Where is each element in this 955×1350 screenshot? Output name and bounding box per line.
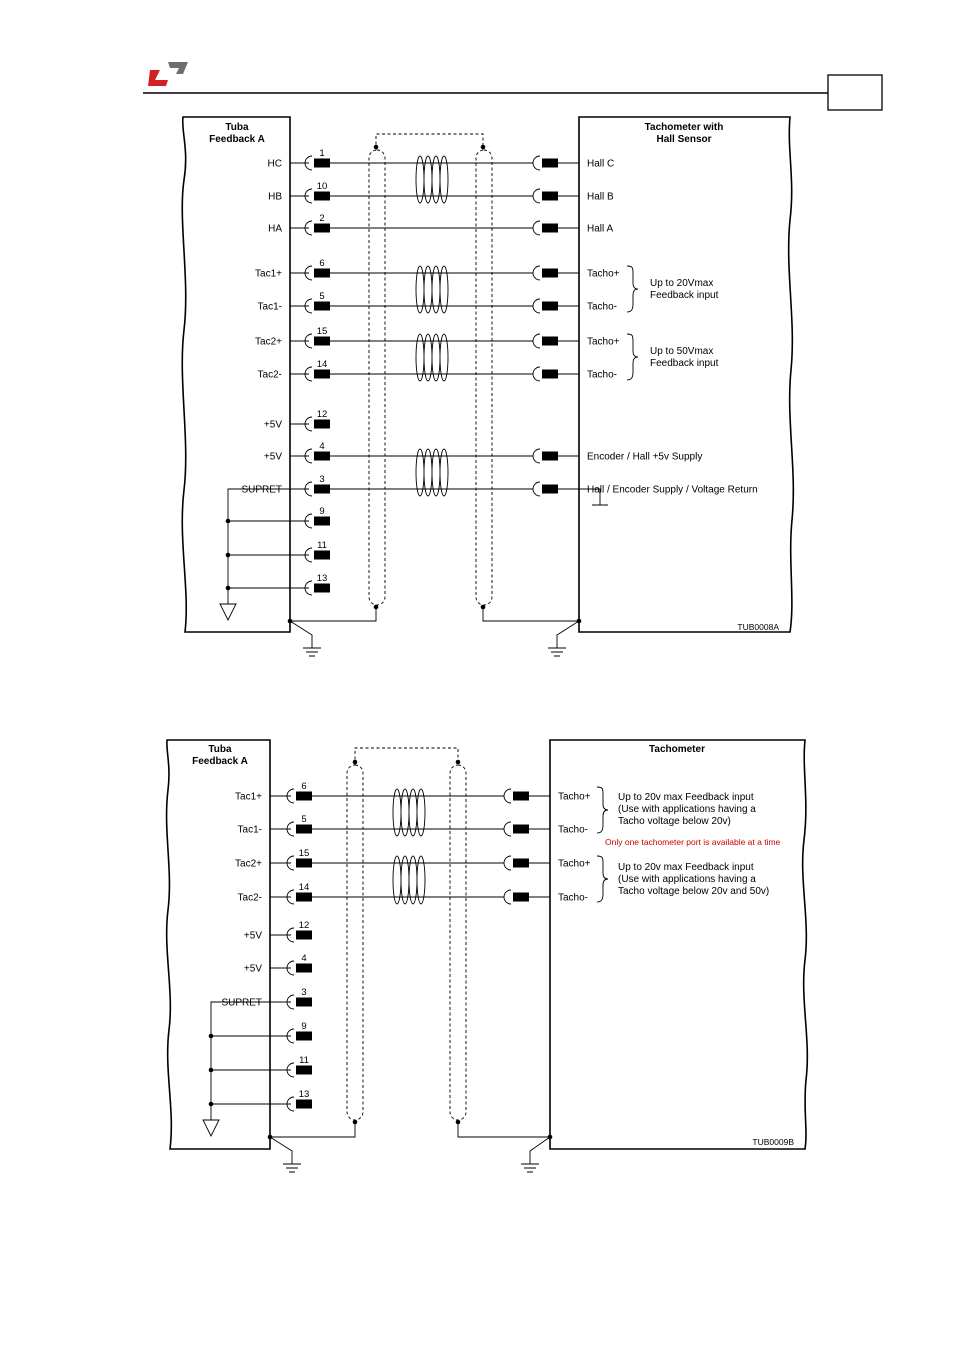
d1-right-socket-2 — [533, 221, 540, 235]
d1-pin-1 — [314, 192, 330, 201]
d2-pin-7 — [296, 1032, 312, 1041]
d1-pin-label-4: Tac1- — [257, 301, 282, 313]
left-title-1b: Feedback A — [209, 134, 265, 145]
d2-pin-label-2: Tac2+ — [235, 858, 262, 870]
d1-right-pin-7 — [542, 452, 558, 461]
d1-right-pin-8 — [542, 485, 558, 494]
d1-right-label-5: Tacho+ — [587, 336, 620, 348]
brace-1a — [627, 266, 638, 312]
d1-pin-6 — [314, 370, 330, 379]
d1-pin-10 — [314, 517, 330, 526]
d1-right-pin-3 — [542, 269, 558, 278]
note-1a-line2: Feedback input — [650, 290, 719, 301]
d1-pin-number-3: 6 — [319, 258, 325, 269]
d1-pin-3 — [314, 269, 330, 278]
d2-pin-label-6: SUPRET — [221, 997, 262, 1009]
d2-pin-1 — [296, 825, 312, 834]
right-title-2: Tachometer — [649, 744, 705, 755]
d2-pin-4 — [296, 931, 312, 940]
warning-note: Only one tachometer port is available at a time — [605, 837, 781, 847]
d1-right-socket-1 — [533, 189, 540, 203]
brace-2a — [597, 787, 608, 833]
d1-right-label-8: Hall / Encoder Supply / Voltage Return — [587, 484, 758, 496]
brace-1b — [627, 334, 638, 380]
d1-pin-9 — [314, 485, 330, 494]
d2-pin-label-3: Tac2- — [237, 892, 262, 904]
d2-pin-number-1: 5 — [301, 814, 307, 825]
diagram-code-2: TUB0009B — [752, 1137, 794, 1147]
note-2a-line3: Tacho voltage below 20v) — [618, 816, 731, 827]
d2-pin-label-0: Tac1+ — [235, 791, 262, 803]
brace-2b — [597, 856, 608, 902]
d2-pin-2 — [296, 859, 312, 868]
shield-left-2 — [347, 765, 363, 1120]
d2-pin-number-3: 14 — [298, 882, 310, 893]
d2-pin-number-9: 13 — [298, 1089, 310, 1100]
d2-pin-9 — [296, 1100, 312, 1109]
signal-ground-2 — [203, 1120, 219, 1136]
d1-right-label-4: Tacho- — [587, 301, 618, 313]
d1-pin-label-5: Tac2+ — [255, 336, 282, 348]
d1-right-pin-2 — [542, 224, 558, 233]
d1-right-socket-0 — [533, 156, 540, 170]
note-2a-line1: Up to 20v max Feedback input — [618, 792, 754, 803]
d1-right-pin-5 — [542, 337, 558, 346]
d2-pin-3 — [296, 893, 312, 902]
d2-right-socket-0 — [504, 789, 511, 803]
note-2b-line1: Up to 20v max Feedback input — [618, 862, 754, 873]
d2-pin-number-0: 6 — [301, 781, 307, 792]
d2-right-pin-0 — [513, 792, 529, 801]
d1-right-label-0: Hall C — [587, 158, 615, 170]
d2-pin-number-2: 15 — [298, 848, 310, 859]
d2-pin-number-5: 4 — [301, 953, 307, 964]
d2-pin-label-1: Tac1- — [237, 824, 262, 836]
d1-pin-7 — [314, 420, 330, 429]
d1-pin-label-7: +5V — [263, 419, 282, 431]
d2-right-label-3: Tacho- — [558, 892, 589, 904]
note-2b-line3: Tacho voltage below 20v and 50v) — [618, 886, 770, 897]
d2-pin-number-6: 3 — [301, 987, 307, 998]
d1-pin-label-9: SUPRET — [241, 484, 282, 496]
d1-right-label-7: Encoder / Hall +5v Supply — [587, 451, 703, 463]
d1-right-label-2: Hall A — [587, 223, 614, 235]
d1-pin-0 — [314, 159, 330, 168]
d1-pin-label-2: HA — [268, 223, 282, 235]
d1-pin-label-8: +5V — [263, 451, 282, 463]
company-logo — [148, 62, 188, 86]
d1-right-pin-6 — [542, 370, 558, 379]
d1-pin-number-8: 4 — [319, 441, 325, 452]
d1-right-pin-4 — [542, 302, 558, 311]
d1-pin-4 — [314, 302, 330, 311]
d2-pin-5 — [296, 964, 312, 973]
d2-right-pin-3 — [513, 893, 529, 902]
d1-pin-11 — [314, 551, 330, 560]
shield-left-1 — [369, 150, 385, 605]
cable-shield-2 — [355, 748, 458, 765]
d2-right-socket-3 — [504, 890, 511, 904]
d2-right-label-2: Tacho+ — [558, 858, 591, 870]
d1-pin-label-6: Tac2- — [257, 369, 282, 381]
d1-right-label-1: Hall B — [587, 191, 614, 203]
d2-right-label-0: Tacho+ — [558, 791, 591, 803]
d1-pin-12 — [314, 584, 330, 593]
d2-right-pin-1 — [513, 825, 529, 834]
d1-pin-number-0: 1 — [319, 148, 325, 159]
d1-pin-2 — [314, 224, 330, 233]
d2-pin-0 — [296, 792, 312, 801]
d1-right-pin-1 — [542, 192, 558, 201]
d1-pin-number-1: 10 — [316, 181, 328, 192]
d2-pin-number-8: 11 — [299, 1055, 309, 1066]
d2-pin-number-7: 9 — [301, 1021, 307, 1032]
d1-pin-5 — [314, 337, 330, 346]
signal-ground-1 — [220, 604, 236, 620]
d2-pin-number-4: 12 — [298, 920, 310, 931]
page-number-box — [828, 75, 882, 110]
shield-right-1 — [476, 150, 492, 605]
chassis-ground-2a — [270, 1137, 301, 1172]
d1-pin-label-1: HB — [268, 191, 282, 203]
chassis-ground-1a — [290, 621, 321, 656]
d2-pin-label-4: +5V — [243, 930, 262, 942]
d2-pin-6 — [296, 998, 312, 1007]
chassis-ground-1b — [548, 621, 579, 656]
d1-pin-number-12: 13 — [316, 573, 328, 584]
d2-right-socket-1 — [504, 822, 511, 836]
d2-right-pin-2 — [513, 859, 529, 868]
note-2a-line2: (Use with applications having a — [618, 804, 756, 815]
d1-pin-number-2: 2 — [319, 213, 325, 224]
d1-right-socket-5 — [533, 334, 540, 348]
d1-pin-label-3: Tac1+ — [255, 268, 282, 280]
d2-right-socket-2 — [504, 856, 511, 870]
d1-pin-number-11: 11 — [317, 540, 327, 551]
d1-pin-8 — [314, 452, 330, 461]
d2-pin-label-5: +5V — [243, 963, 262, 975]
d1-pin-number-6: 14 — [316, 359, 328, 370]
d1-pin-number-4: 5 — [319, 291, 325, 302]
d1-right-socket-6 — [533, 367, 540, 381]
cable-shield-1 — [376, 134, 483, 150]
diagram-tachometer — [167, 740, 808, 1172]
diagram-hall-tachometer — [182, 117, 793, 656]
d2-right-label-1: Tacho- — [558, 824, 589, 836]
d1-right-socket-8 — [533, 482, 540, 496]
right-title-1b: Hall Sensor — [656, 134, 712, 145]
d1-right-socket-3 — [533, 266, 540, 280]
left-title-2a: Tuba — [208, 744, 232, 755]
note-2b-line2: (Use with applications having a — [618, 874, 756, 885]
left-title-2b: Feedback A — [192, 756, 248, 767]
d1-right-pin-0 — [542, 159, 558, 168]
d1-pin-number-7: 12 — [316, 409, 328, 420]
note-1b-line2: Feedback input — [650, 358, 719, 369]
d1-right-label-6: Tacho- — [587, 369, 618, 381]
diagram-code-1: TUB0008A — [737, 622, 779, 632]
d1-pin-number-9: 3 — [319, 474, 325, 485]
right-title-1a: Tachometer with — [644, 122, 724, 133]
d1-right-socket-7 — [533, 449, 540, 463]
d1-pin-number-10: 9 — [319, 506, 325, 517]
d1-right-label-3: Tacho+ — [587, 268, 620, 280]
d1-pin-number-5: 15 — [316, 326, 328, 337]
d1-pin-label-0: HC — [267, 158, 282, 170]
note-1b-line1: Up to 50Vmax — [650, 346, 714, 357]
d1-right-socket-4 — [533, 299, 540, 313]
d2-pin-8 — [296, 1066, 312, 1075]
shield-right-2 — [450, 765, 466, 1120]
chassis-ground-2b — [521, 1137, 550, 1172]
note-1a-line1: Up to 20Vmax — [650, 278, 714, 289]
left-title-1a: Tuba — [225, 122, 249, 133]
